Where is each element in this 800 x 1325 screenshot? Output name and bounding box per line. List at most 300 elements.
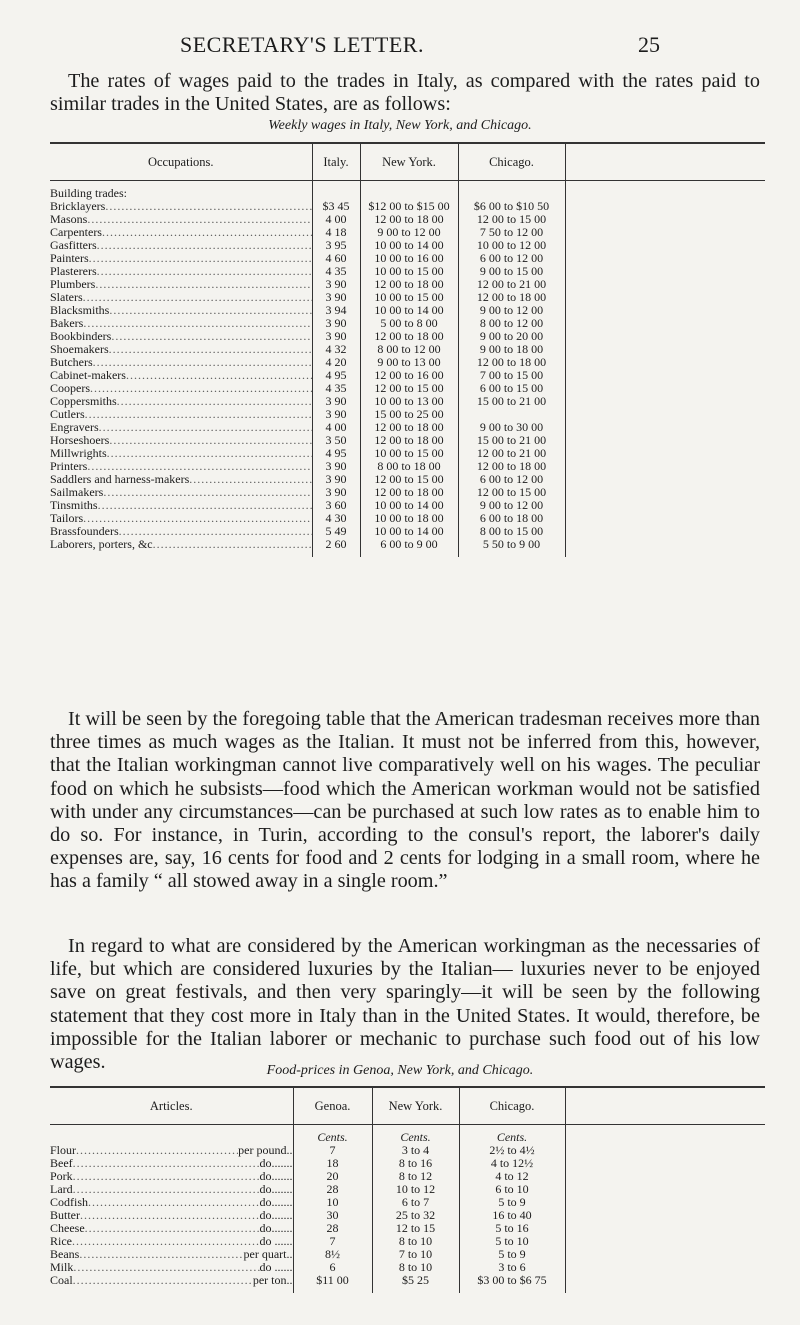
occupation-label: Printers .....: [50, 460, 312, 473]
article-cell: [50, 1235, 293, 1248]
intro-paragraph: The rates of wages paid to the trades in Italy, as compared with the rates paid to similar trades in the United States, are as follows:: [50, 70, 760, 116]
new-york-wage: $12 00 to $15 00: [360, 200, 458, 213]
occupation-cell: [50, 382, 312, 395]
blank-cell: [565, 369, 765, 382]
table-row: [50, 473, 765, 486]
table-row: [50, 265, 765, 278]
occupation-label: Painters .....: [50, 252, 312, 265]
col-occupations: Occupations.: [50, 143, 312, 181]
blank-cell: [565, 1209, 765, 1222]
chicago-price: $3 00 to $6 75: [459, 1274, 565, 1293]
occupation-cell: [50, 512, 312, 525]
occupation-cell: [50, 434, 312, 447]
new-york-price: 12 to 15: [372, 1222, 459, 1235]
blank-cell: [565, 330, 765, 343]
article-name: Pork: [50, 1170, 73, 1183]
new-york-price: 8 to 10: [372, 1235, 459, 1248]
new-york-price: 6 to 7: [372, 1196, 459, 1209]
occupation-label: Cutlers .....: [50, 408, 312, 421]
article-cell: [50, 1170, 293, 1183]
chicago-wage: 12 00 to 18 00: [458, 460, 565, 473]
chicago-price: 16 to 40: [459, 1209, 565, 1222]
table-row: [50, 1235, 765, 1248]
table-row: [50, 460, 765, 473]
new-york-wage: 8 00 to 18 00: [360, 460, 458, 473]
table-row: [50, 421, 765, 434]
blank-cell: [565, 1144, 765, 1157]
occupation-label: Tinsmiths .....: [50, 499, 312, 512]
new-york-price: 8 to 10: [372, 1261, 459, 1274]
table-row: [50, 226, 765, 239]
italy-wage: 3 60: [312, 499, 360, 512]
new-york-wage: 5 00 to 8 00: [360, 317, 458, 330]
occupation-label: Bricklayers .....: [50, 200, 312, 213]
italy-wage: 4 95: [312, 447, 360, 460]
table-row: [50, 200, 765, 213]
occupation-label: Shoemakers .....: [50, 343, 312, 356]
table-row: [50, 239, 765, 252]
chicago-price: 5 to 9: [459, 1196, 565, 1209]
col-blank: [565, 1087, 765, 1125]
occupation-cell: [50, 395, 312, 408]
new-york-wage: 8 00 to 12 00: [360, 343, 458, 356]
new-york-wage: 10 00 to 14 00: [360, 525, 458, 538]
table-row: [50, 512, 765, 525]
new-york-wage: 9 00 to 13 00: [360, 356, 458, 369]
units-row: [50, 1131, 765, 1144]
blank-cell: [565, 512, 765, 525]
chicago-unit: Cents.: [459, 1131, 565, 1144]
italy-wage: 3 90: [312, 278, 360, 291]
wage-table-header: [50, 143, 765, 181]
table-row: [50, 330, 765, 343]
article-name: Milk: [50, 1261, 74, 1274]
col-chicago: Chicago.: [458, 143, 565, 181]
occupation-cell: [50, 356, 312, 369]
article-name: Codfish: [50, 1196, 89, 1209]
italy-wage: 4 95: [312, 369, 360, 382]
italy-wage: 3 94: [312, 304, 360, 317]
genoa-price: 18: [293, 1157, 372, 1170]
occupation-label: Bakers .....: [50, 317, 312, 330]
occupation-cell: [50, 499, 312, 512]
blank-cell: [565, 421, 765, 434]
occupation-cell: [50, 538, 312, 557]
occupation-label: Brassfounders .....: [50, 525, 312, 538]
italy-wage: 4 00: [312, 213, 360, 226]
occupation-label: Saddlers and harness-makers .....: [50, 473, 312, 486]
italy-wage: 3 90: [312, 408, 360, 421]
blank-cell: [565, 343, 765, 356]
chicago-wage: 6 00 to 12 00: [458, 473, 565, 486]
new-york-price: 8 to 12: [372, 1170, 459, 1183]
article-cell: [50, 1157, 293, 1170]
col-blank: [565, 143, 765, 181]
blank-cell: [565, 304, 765, 317]
blank-cell: [565, 1183, 765, 1196]
leader-dots: [88, 1196, 259, 1209]
occupation-label: Gasfitters .....: [50, 239, 312, 252]
col-articles: Articles.: [50, 1087, 293, 1125]
chicago-price: 5 to 10: [459, 1235, 565, 1248]
article-unit: per pound..: [238, 1144, 293, 1157]
genoa-price: 30: [293, 1209, 372, 1222]
italy-wage: 3 90: [312, 330, 360, 343]
new-york-wage: 6 00 to 9 00: [360, 538, 458, 557]
italy-wage: 4 00: [312, 421, 360, 434]
new-york-price: 7 to 10: [372, 1248, 459, 1261]
ny-unit: Cents.: [372, 1131, 459, 1144]
occupation-label: Carpenters .....: [50, 226, 312, 239]
italy-wage: 4 35: [312, 265, 360, 278]
new-york-wage: 12 00 to 18 00: [360, 330, 458, 343]
table-row: [50, 525, 765, 538]
occupation-label: Sailmakers .....: [50, 486, 312, 499]
blank-cell: [565, 317, 765, 330]
occupation-cell: [50, 265, 312, 278]
blank-cell: [565, 226, 765, 239]
occupation-cell: [50, 486, 312, 499]
paragraph-2: In regard to what are considered by the American workingman as the necessaries of life, but which are considered luxuries by the Italian— luxuries never to be enjoyed save on great festivals, and then very sparingly—it will be seen by the following statement that they cost more in Italy than in the United States. It would, therefore, be impossible for the Italian laborer or mechanic to purchase such food out of his low wages.: [50, 935, 760, 1074]
new-york-wage: 15 00 to 25 00: [360, 408, 458, 421]
wage-table: [50, 142, 765, 557]
chicago-wage: 12 00 to 21 00: [458, 278, 565, 291]
col-chicago: Chicago.: [459, 1087, 565, 1125]
occupation-cell: [50, 408, 312, 421]
table-row: [50, 1196, 765, 1209]
italy-wage: 4 30: [312, 512, 360, 525]
occupation-cell: [50, 421, 312, 434]
chicago-wage: 12 00 to 21 00: [458, 447, 565, 460]
new-york-price: 25 to 32: [372, 1209, 459, 1222]
blank-cell: [565, 447, 765, 460]
occupation-cell: [50, 317, 312, 330]
new-york-wage: 12 00 to 15 00: [360, 382, 458, 395]
table-row: [50, 369, 765, 382]
chicago-price: 4 to 12½: [459, 1157, 565, 1170]
article-unit: do ......: [259, 1235, 293, 1248]
leader-dots: [76, 1144, 238, 1157]
genoa-price: 8½: [293, 1248, 372, 1261]
leader-dots: [79, 1248, 243, 1261]
article-unit: do.......: [259, 1196, 293, 1209]
chicago-wage: 9 00 to 30 00: [458, 421, 565, 434]
blank-cell: [565, 538, 765, 557]
blank-cell: [565, 1196, 765, 1209]
table-row: [50, 486, 765, 499]
table-row: [50, 278, 765, 291]
page-number: 25: [638, 32, 660, 57]
new-york-wage: 10 00 to 15 00: [360, 265, 458, 278]
article-unit: do.......: [259, 1157, 293, 1170]
italy-wage: 3 90: [312, 460, 360, 473]
article-unit: do.......: [259, 1209, 293, 1222]
blank-cell: [565, 1222, 765, 1235]
blank-cell: [565, 486, 765, 499]
italy-wage: 2 60: [312, 538, 360, 557]
blank-cell: [565, 499, 765, 512]
blank-cell: [565, 291, 765, 304]
blank-cell: [565, 278, 765, 291]
new-york-price: 10 to 12: [372, 1183, 459, 1196]
occupation-cell: [50, 278, 312, 291]
chicago-wage: 5 50 to 9 00: [458, 538, 565, 557]
leader-dots: [72, 1235, 260, 1248]
occupation-cell: [50, 252, 312, 265]
new-york-wage: 12 00 to 18 00: [360, 486, 458, 499]
blank-cell: [565, 1170, 765, 1183]
italy-wage: $3 45: [312, 200, 360, 213]
article-name: Butter: [50, 1209, 80, 1222]
chicago-price: 6 to 10: [459, 1183, 565, 1196]
italy-wage: 3 50: [312, 434, 360, 447]
new-york-wage: 10 00 to 14 00: [360, 239, 458, 252]
article-cell: [50, 1248, 293, 1261]
new-york-price: $5 25: [372, 1274, 459, 1293]
food-table-caption: Food-prices in Genoa, New York, and Chicago.: [266, 1063, 534, 1078]
chicago-price: 5 to 9: [459, 1248, 565, 1261]
article-unit: do.......: [259, 1183, 293, 1196]
occupation-label: Coopers .....: [50, 382, 312, 395]
article-name: Lard: [50, 1183, 73, 1196]
table-row: [50, 1248, 765, 1261]
italy-wage: 4 20: [312, 356, 360, 369]
leader-dots: [73, 1170, 260, 1183]
chicago-wage: 15 00 to 21 00: [458, 434, 565, 447]
table-row: [50, 1261, 765, 1274]
article-name: Beans: [50, 1248, 80, 1261]
occupation-label: Coppersmiths .....: [50, 395, 312, 408]
chicago-wage: 9 00 to 12 00: [458, 499, 565, 512]
new-york-wage: 9 00 to 12 00: [360, 226, 458, 239]
occupation-cell: [50, 304, 312, 317]
occupation-cell: [50, 460, 312, 473]
blank-cell: [565, 213, 765, 226]
leader-dots: [85, 1222, 260, 1235]
genoa-unit: Cents.: [293, 1131, 372, 1144]
italy-wage: 3 90: [312, 486, 360, 499]
genoa-price: 28: [293, 1183, 372, 1196]
new-york-wage: 12 00 to 18 00: [360, 213, 458, 226]
occupation-label: Tailors .....: [50, 512, 312, 525]
chicago-wage: 9 00 to 18 00: [458, 343, 565, 356]
leader-dots: [73, 1274, 253, 1287]
chicago-wage: 10 00 to 12 00: [458, 239, 565, 252]
italy-wage: 3 90: [312, 473, 360, 486]
article-cell: [50, 1274, 293, 1293]
chicago-wage: $6 00 to $10 50: [458, 200, 565, 213]
table-row: [50, 447, 765, 460]
occupation-label: Cabinet-makers .....: [50, 369, 312, 382]
chicago-wage: 6 00 to 18 00: [458, 512, 565, 525]
chicago-wage: 12 00 to 18 00: [458, 356, 565, 369]
food-table: [50, 1086, 765, 1293]
occupation-cell: [50, 200, 312, 213]
article-cell: [50, 1209, 293, 1222]
table-row: [50, 1157, 765, 1170]
table-row: [50, 408, 765, 421]
table-row: [50, 1183, 765, 1196]
table-row: [50, 395, 765, 408]
occupation-label: Masons .....: [50, 213, 312, 226]
occupation-label: Plumbers .....: [50, 278, 312, 291]
article-name: Cheese: [50, 1222, 85, 1235]
blank-cell: [565, 473, 765, 486]
genoa-price: 7: [293, 1235, 372, 1248]
blank-cell: [565, 1235, 765, 1248]
article-unit: per ton..: [252, 1274, 293, 1287]
blank-cell: [565, 460, 765, 473]
blank-cell: [565, 395, 765, 408]
blank-cell: [565, 382, 765, 395]
wage-table-caption: Weekly wages in Italy, New York, and Chicago.: [268, 118, 532, 133]
table-row: [50, 304, 765, 317]
blank-cell: [565, 239, 765, 252]
new-york-wage: 10 00 to 14 00: [360, 304, 458, 317]
new-york-wage: 12 00 to 15 00: [360, 473, 458, 486]
col-new-york: New York.: [360, 143, 458, 181]
new-york-price: 8 to 16: [372, 1157, 459, 1170]
blank-cell: [565, 408, 765, 421]
occupation-label: Bookbinders .....: [50, 330, 312, 343]
article-name: Flour: [50, 1144, 77, 1157]
chicago-wage: 15 00 to 21 00: [458, 395, 565, 408]
occupation-label: Slaters .....: [50, 291, 312, 304]
chicago-wage: 12 00 to 15 00: [458, 213, 565, 226]
chicago-wage: 9 00 to 15 00: [458, 265, 565, 278]
occupation-cell: [50, 525, 312, 538]
genoa-price: 10: [293, 1196, 372, 1209]
group-label: Building trades:: [50, 187, 127, 200]
article-cell: [50, 1196, 293, 1209]
table-row: [50, 343, 765, 356]
occupation-cell: [50, 291, 312, 304]
occupation-label: Horseshoers .....: [50, 434, 312, 447]
new-york-wage: 10 00 to 13 00: [360, 395, 458, 408]
italy-wage: 3 95: [312, 239, 360, 252]
new-york-wage: 10 00 to 16 00: [360, 252, 458, 265]
italy-wage: 4 18: [312, 226, 360, 239]
occupation-label: Engravers .....: [50, 421, 312, 434]
occupation-label: Plasterers .....: [50, 265, 312, 278]
table-row: [50, 1274, 765, 1293]
col-genoa: Genoa.: [293, 1087, 372, 1125]
col-italy: Italy.: [312, 143, 360, 181]
leader-dots: [73, 1157, 260, 1170]
chicago-wage: 8 00 to 12 00: [458, 317, 565, 330]
new-york-wage: 12 00 to 18 00: [360, 434, 458, 447]
genoa-price: 28: [293, 1222, 372, 1235]
chicago-price: 4 to 12: [459, 1170, 565, 1183]
table-row: [50, 1222, 765, 1235]
chicago-wage: 7 50 to 12 00: [458, 226, 565, 239]
genoa-price: $11 00: [293, 1274, 372, 1293]
blank-cell: [565, 525, 765, 538]
blank-cell: [565, 356, 765, 369]
italy-wage: 3 90: [312, 317, 360, 330]
italy-wage: 4 60: [312, 252, 360, 265]
italy-wage: 4 35: [312, 382, 360, 395]
food-table-header: [50, 1087, 765, 1125]
table-row: [50, 1170, 765, 1183]
page-header: [120, 32, 660, 72]
running-title: SECRETARY'S LETTER.: [180, 32, 424, 57]
table-row: [50, 434, 765, 447]
article-cell: [50, 1183, 293, 1196]
table-row: [50, 356, 765, 369]
blank-cell: [565, 252, 765, 265]
leader-dots: [73, 1183, 260, 1196]
chicago-price: 3 to 6: [459, 1261, 565, 1274]
col-new-york: New York.: [372, 1087, 459, 1125]
chicago-price: 2½ to 4½: [459, 1144, 565, 1157]
occupation-cell: [50, 343, 312, 356]
new-york-price: 3 to 4: [372, 1144, 459, 1157]
chicago-wage: 9 00 to 20 00: [458, 330, 565, 343]
occupation-cell: [50, 226, 312, 239]
chicago-wage: 6 00 to 12 00: [458, 252, 565, 265]
article-name: Beef: [50, 1157, 73, 1170]
table-row: [50, 538, 765, 557]
article-cell: [50, 1222, 293, 1235]
table-row: [50, 499, 765, 512]
italy-wage: 5 49: [312, 525, 360, 538]
new-york-wage: 12 00 to 18 00: [360, 278, 458, 291]
article-name: Coal: [50, 1274, 73, 1287]
italy-wage: 3 90: [312, 395, 360, 408]
italy-wage: 4 32: [312, 343, 360, 356]
new-york-wage: 10 00 to 18 00: [360, 512, 458, 525]
occupation-cell: [50, 447, 312, 460]
occupation-cell: [50, 239, 312, 252]
article-name: Rice: [50, 1235, 72, 1248]
article-unit: per quart..: [243, 1248, 293, 1261]
occupation-cell: [50, 369, 312, 382]
table-row: [50, 317, 765, 330]
table-row: [50, 1209, 765, 1222]
blank-cell: [565, 1157, 765, 1170]
occupation-cell: [50, 330, 312, 343]
leader-dots: [73, 1261, 259, 1274]
article-unit: do ......: [259, 1261, 293, 1274]
article-cell: [50, 1144, 293, 1157]
article-unit: do.......: [259, 1222, 293, 1235]
table-row: [50, 1144, 765, 1157]
chicago-wage: [458, 408, 565, 421]
chicago-wage: 6 00 to 15 00: [458, 382, 565, 395]
occupation-label: Blacksmiths .....: [50, 304, 312, 317]
new-york-wage: 12 00 to 16 00: [360, 369, 458, 382]
occupation-cell: [50, 213, 312, 226]
blank-cell: [565, 1274, 765, 1293]
blank-cell: [565, 1261, 765, 1274]
article-unit: do.......: [259, 1170, 293, 1183]
table-row: [50, 382, 765, 395]
blank-cell: [565, 1248, 765, 1261]
genoa-price: 7: [293, 1144, 372, 1157]
occupation-cell: [50, 473, 312, 486]
new-york-wage: 10 00 to 15 00: [360, 447, 458, 460]
paragraph-1: It will be seen by the foregoing table that the American tradesman receives more than three times as much wages as the Italian. It must not be inferred from this, however, that the Italian workingman cannot live comparatively well on his wages. The peculiar food on which he subsists—food which the American workman would not be satisfied with under any circumstances—can be purchased at such low rates as to enable him to do so. For instance, in Turin, according to the consul's report, the laborer's daily expenses are, say, 16 cents for food and 2 cents for lodging in a small room, where he has a family “ all stowed away in a single room.”: [50, 708, 760, 893]
blank-cell: [565, 434, 765, 447]
genoa-price: 20: [293, 1170, 372, 1183]
chicago-wage: 12 00 to 15 00: [458, 486, 565, 499]
leader-dots: [80, 1209, 260, 1222]
italy-wage: 3 90: [312, 291, 360, 304]
table-row: [50, 252, 765, 265]
chicago-wage: 8 00 to 15 00: [458, 525, 565, 538]
occupation-label: Millwrights .....: [50, 447, 312, 460]
